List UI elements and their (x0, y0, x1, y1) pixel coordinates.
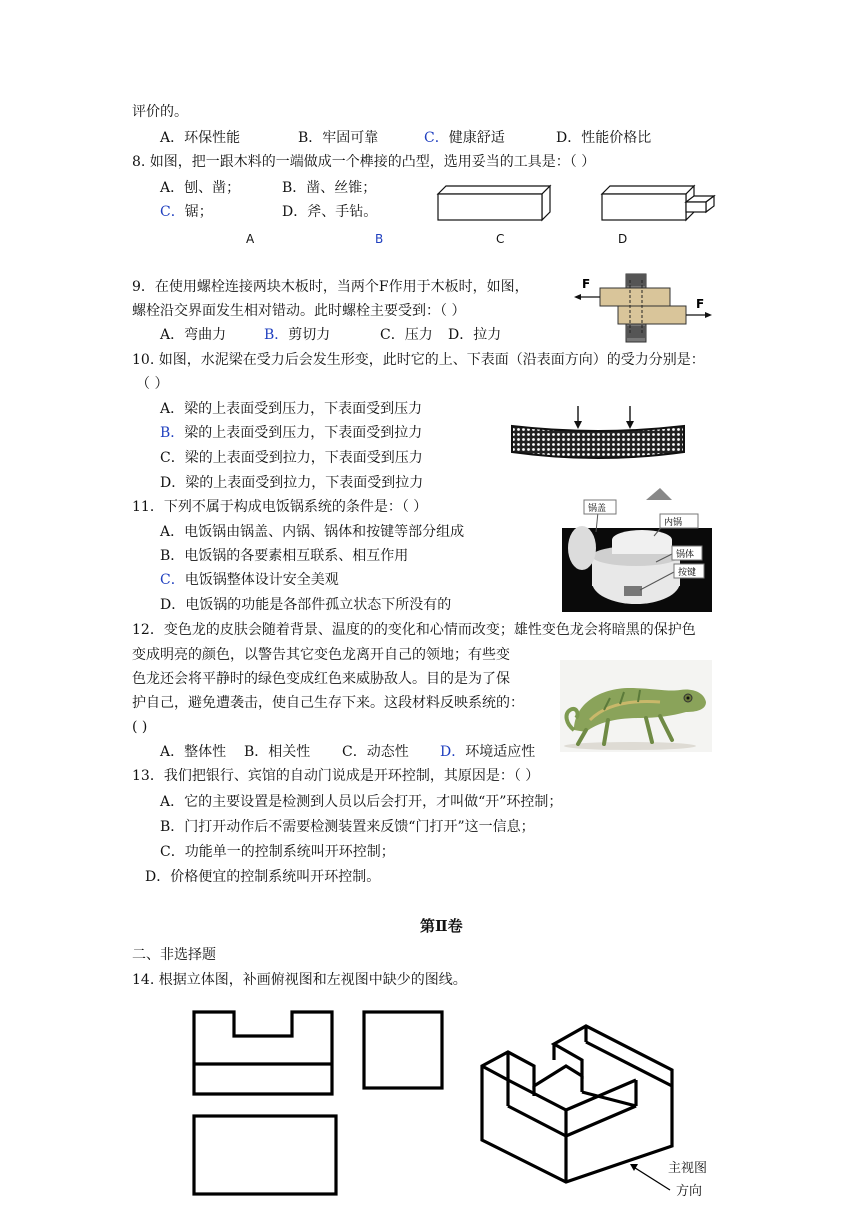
q10-beam-figure (506, 402, 690, 468)
q14-three-view-figure (186, 1006, 726, 1206)
q14-front-view (194, 1012, 332, 1094)
q13-option-a: A．它的主要设置是检测到人员以后会打开，才叫做“开”环控制； (160, 794, 563, 810)
q8-option-b: B．凿、丝锥； (282, 180, 377, 196)
q11-label-button: 按键 (678, 568, 697, 578)
q8-label-b: B (375, 232, 384, 246)
q8-wood-blocks-figure (430, 180, 730, 228)
q8-option-c: C．锯； (160, 204, 213, 220)
q11-stem: 11．下列不属于构成电饭锅系统的条件是：（ ） (132, 499, 428, 515)
q11-label-lid: 锅盖 (588, 504, 607, 514)
q14-top-view (194, 1116, 336, 1194)
part2-title: 第Ⅱ卷 (420, 917, 463, 935)
q12-line4: 护自己，避免遭袭击，使自己生存下来。这段材料反映系统的： (132, 695, 524, 711)
q8-option-d: D．斧、手钻。 (282, 204, 378, 220)
q9-force-label-left: F (582, 277, 591, 291)
q12-option-c: C．动态性 (342, 744, 409, 760)
q14-direction-label-line1: 主视图 (668, 1161, 708, 1176)
q11-option-d: D．电饭锅的功能是各部件孤立状态下所没有的 (160, 597, 452, 613)
q9-stem-line2: 螺栓沿交界面发生相对错动。此时螺栓主要受到：（ ） (132, 303, 466, 319)
q12-option-a: A．整体性 (160, 744, 227, 760)
q9-option-b: B．剪切力 (264, 327, 331, 343)
q8-label-d: D (618, 232, 628, 246)
q7-option-b: B．牢固可靠 (298, 130, 379, 146)
q11-label-inner-pot: 内锅 (664, 518, 683, 528)
q12-line5: ( ) (132, 719, 148, 735)
q13-option-d: D．价格便宜的控制系统叫开环控制。 (145, 869, 381, 885)
q14-direction-arrow (630, 1164, 670, 1190)
q11-option-a: A．电饭锅由锅盖、内锅、锅体和按键等部分组成 (160, 524, 465, 540)
q8-label-a: A (246, 232, 255, 246)
q8-option-a: A．刨、凿； (160, 180, 241, 196)
q14-stem: 14. 根据立体图，补画俯视图和左视图中缺少的图线。 (132, 972, 467, 988)
q7-option-c: C．健康舒适 (424, 130, 505, 146)
q9-bolt-figure (572, 270, 722, 348)
q14-left-view (364, 1012, 442, 1088)
q10-option-d: D．梁的上表面受到拉力，下表面受到拉力 (160, 475, 424, 491)
q10-stem-line1: 10. 如图，水泥梁在受力后会发生形变，此时它的上、下表面（沿表面方向）的受力分别是： (132, 352, 705, 368)
q7-option-d: D．性能价格比 (556, 130, 652, 146)
q10-option-b: B．梁的上表面受到压力，下表面受到拉力 (160, 425, 423, 441)
q10-option-c: C．梁的上表面受到拉力，下表面受到压力 (160, 450, 423, 466)
q10-stem-line2: （ ） (136, 376, 169, 392)
q9-option-d: D．拉力 (448, 327, 502, 343)
q9-stem-line1: 9．在使用螺栓连接两块木板时，当两个F作用于木板时，如图， (132, 279, 529, 295)
q13-option-c: C．功能单一的控制系统叫开环控制； (160, 844, 395, 860)
q12-line2: 变成明亮的颜色，以警告其它变色龙离开自己的领地；有些变 (132, 647, 510, 663)
q9-option-a: A．弯曲力 (160, 327, 227, 343)
q11-rice-cooker-figure (560, 488, 720, 614)
q9-force-label-right: F (696, 297, 705, 311)
q8-stem: 8. 如图，把一跟木料的一端做成一个榫接的凸型，选用妥当的工具是：（ ） (132, 154, 596, 170)
q12-option-d: D．环境适应性 (440, 744, 536, 760)
q11-label-body: 锅体 (676, 550, 695, 560)
q11-option-c: C．电饭锅整体设计安全美观 (160, 572, 339, 588)
q12-chameleon-photo (560, 660, 712, 752)
q12-option-b: B．相关性 (244, 744, 311, 760)
part2-section-heading: 二、非选择题 (132, 947, 216, 963)
q9-option-c: C．压力 (380, 327, 433, 343)
q12-line3: 色龙还会将平静时的绿色变成红色来威胁敌人。目的是为了保 (132, 671, 510, 687)
q12-line1: 12．变色龙的皮肤会随着背景、温度的的变化和心情而改变；雄性变色龙会将暗黑的保护色 (132, 622, 696, 638)
q13-option-b: B．门打开动作后不需要检测装置来反馈“门打开”这一信息； (160, 819, 535, 835)
q14-isometric-view (482, 1026, 672, 1182)
q14-direction-label-line2: 方向 (676, 1184, 703, 1199)
q8-label-c: C (496, 232, 505, 246)
q11-option-b: B．电饭锅的各要素相互联系、相互作用 (160, 548, 409, 564)
q7-continuation: 评价的。 (132, 104, 188, 120)
q7-option-a: A．环保性能 (160, 130, 241, 146)
q13-stem: 13．我们把银行、宾馆的自动门说成是开环控制，其原因是：（ ） (132, 768, 540, 784)
q10-option-a: A．梁的上表面受到压力，下表面受到压力 (160, 401, 423, 417)
